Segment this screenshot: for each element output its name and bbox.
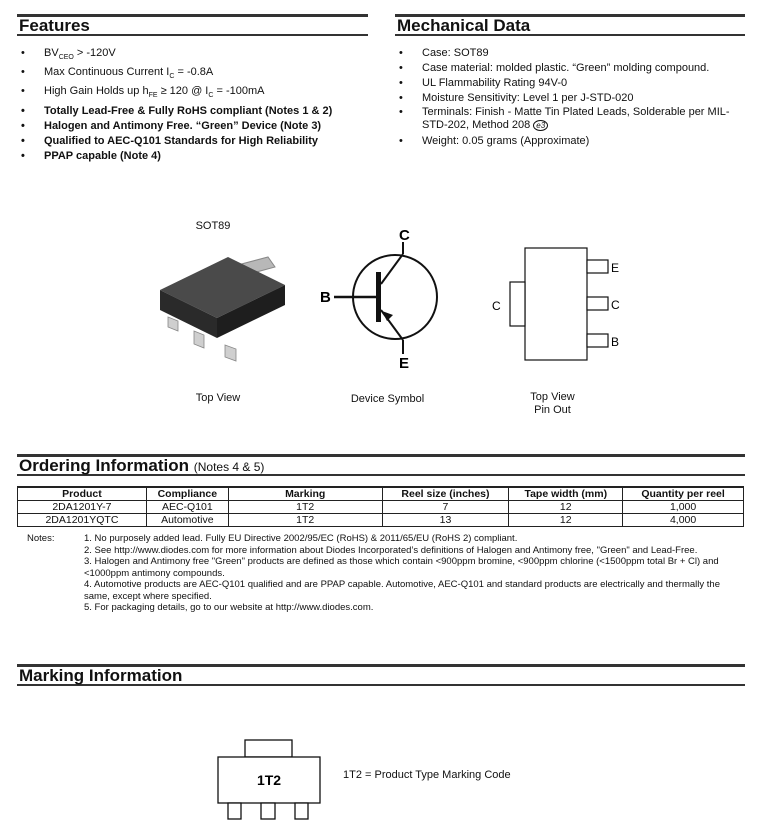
marking-package-icon bbox=[215, 738, 325, 828]
mechanical-item: • Moisture Sensitivity: Level 1 per J-STD-020 bbox=[395, 91, 745, 106]
pinout-diagram bbox=[480, 238, 640, 368]
feature-item: • Totally Lead-Free & Fully RoHS compliant (Notes 1 & 2) bbox=[17, 104, 372, 119]
feature-item: • PPAP capable (Note 4) bbox=[17, 149, 372, 164]
column-header: Compliance bbox=[146, 487, 228, 501]
table-cell: 2DA1201YQTC bbox=[18, 514, 147, 527]
note-item: 2. See http://www.diodes.com for more information about Diodes Incorporated’s definitions of Halogen and Antimony free, "Green" and Lead-Free. bbox=[84, 544, 698, 556]
table-cell: 7 bbox=[382, 501, 509, 514]
mechanical-item: • Weight: 0.05 grams (Approximate) bbox=[395, 134, 745, 149]
table-cell: 12 bbox=[509, 501, 623, 514]
symbol-pin-c: C bbox=[399, 227, 410, 244]
marking-description: 1T2 = Product Type Marking Code bbox=[343, 769, 511, 781]
pinout-caption-line2: Pin Out bbox=[534, 404, 571, 416]
table-cell: AEC-Q101 bbox=[146, 501, 228, 514]
pinout-pin3-label: B bbox=[611, 335, 620, 349]
mechanical-list bbox=[395, 46, 745, 149]
pinout-caption-line1: Top View bbox=[530, 391, 575, 403]
mechanical-item: • Terminals: Finish - Matte Tin Plated Leads, Solderable per MIL-STD-202, Method 208 e3 bbox=[395, 106, 745, 132]
pnp-transistor-symbol-icon bbox=[320, 224, 450, 369]
e3-icon: e3 bbox=[533, 120, 548, 131]
ordering-title: Ordering Information (Notes 4 & 5) bbox=[19, 456, 265, 475]
note-item: 1. No purposely added lead. Fully EU Directive 2002/95/EC (RoHS) & 2011/65/EU (RoHS 2) compliant. bbox=[84, 533, 518, 544]
note-item: 4. Automotive products are AEC-Q101 qualified and are PPAP capable. Automotive, AEC-Q101 and standard products are electrically and thermally the same, except where specified. bbox=[84, 579, 720, 602]
top-view-caption: Top View bbox=[195, 392, 241, 404]
pinout-pin1-label: E bbox=[611, 261, 620, 275]
package-label: SOT89 bbox=[195, 220, 231, 232]
table-cell: 1T2 bbox=[228, 514, 382, 527]
mechanical-item: • Case material: molded plastic. “Green” molding compound. bbox=[395, 61, 745, 76]
marking-code: 1T2 bbox=[256, 772, 282, 788]
table-cell: 1,000 bbox=[623, 501, 744, 514]
column-header: Tape width (mm) bbox=[509, 487, 623, 501]
ordering-table bbox=[17, 486, 744, 527]
note-item: 3. Halogen and Antimony free "Green" products are defined as those which contain <900ppm bromine, <900ppm chlorine (<1500ppm total Br + Cl) and <1000ppm antimony compounds. bbox=[84, 556, 719, 579]
sot89-package-icon bbox=[150, 245, 300, 375]
table-cell: 2DA1201Y-7 bbox=[18, 501, 147, 514]
symbol-pin-b: B bbox=[320, 289, 331, 306]
note-item: 5. For packaging details, go to our website at http://www.diodes.com. bbox=[84, 602, 374, 613]
features-list bbox=[17, 46, 372, 164]
ordering-subtitle: (Notes 4 & 5) bbox=[193, 460, 265, 474]
device-symbol-caption: Device Symbol bbox=[350, 393, 425, 405]
pinout-caption bbox=[515, 391, 590, 417]
mechanical-item: • UL Flammability Rating 94V-0 bbox=[395, 76, 745, 91]
marking-header bbox=[17, 664, 745, 686]
table-cell: Automotive bbox=[146, 514, 228, 527]
features-header bbox=[17, 14, 368, 36]
features-title: Features bbox=[19, 16, 90, 35]
feature-item: • $BV_{CEO} > -120V$ bbox=[17, 46, 372, 65]
table-row bbox=[18, 514, 744, 527]
table-cell: 1T2 bbox=[228, 501, 382, 514]
pinout-tab-label: C bbox=[492, 299, 501, 313]
column-header: Product bbox=[18, 487, 147, 501]
feature-item: • Qualified to AEC-Q101 Standards for High Reliability bbox=[17, 134, 372, 149]
feature-item: • Halogen and Antimony Free. “Green” Device (Note 3) bbox=[17, 119, 372, 134]
table-header-row bbox=[18, 487, 744, 501]
table-cell: 12 bbox=[509, 514, 623, 527]
column-header: Marking bbox=[228, 487, 382, 501]
symbol-pin-e: E bbox=[399, 355, 410, 369]
column-header: Quantity per reel bbox=[623, 487, 744, 501]
mechanical-item: • Case: SOT89 bbox=[395, 46, 745, 61]
table-cell: 4,000 bbox=[623, 514, 744, 527]
column-header: Reel size (inches) bbox=[382, 487, 509, 501]
table-cell: 13 bbox=[382, 514, 509, 527]
pinout-pin2-label: C bbox=[611, 298, 620, 312]
notes-block bbox=[27, 533, 727, 614]
feature-item: • Max Continuous Current $I_C = -0.8A$ bbox=[17, 65, 372, 84]
table-row bbox=[18, 501, 744, 514]
feature-item: • High Gain Holds up $h_{FE} \ge 120$ @ $I_C = -100mA$ bbox=[17, 84, 372, 103]
ordering-header bbox=[17, 454, 745, 476]
mechanical-title: Mechanical Data bbox=[397, 16, 531, 35]
notes-label: Notes: bbox=[27, 533, 55, 544]
marking-title: Marking Information bbox=[19, 666, 183, 685]
mechanical-header bbox=[395, 14, 745, 36]
